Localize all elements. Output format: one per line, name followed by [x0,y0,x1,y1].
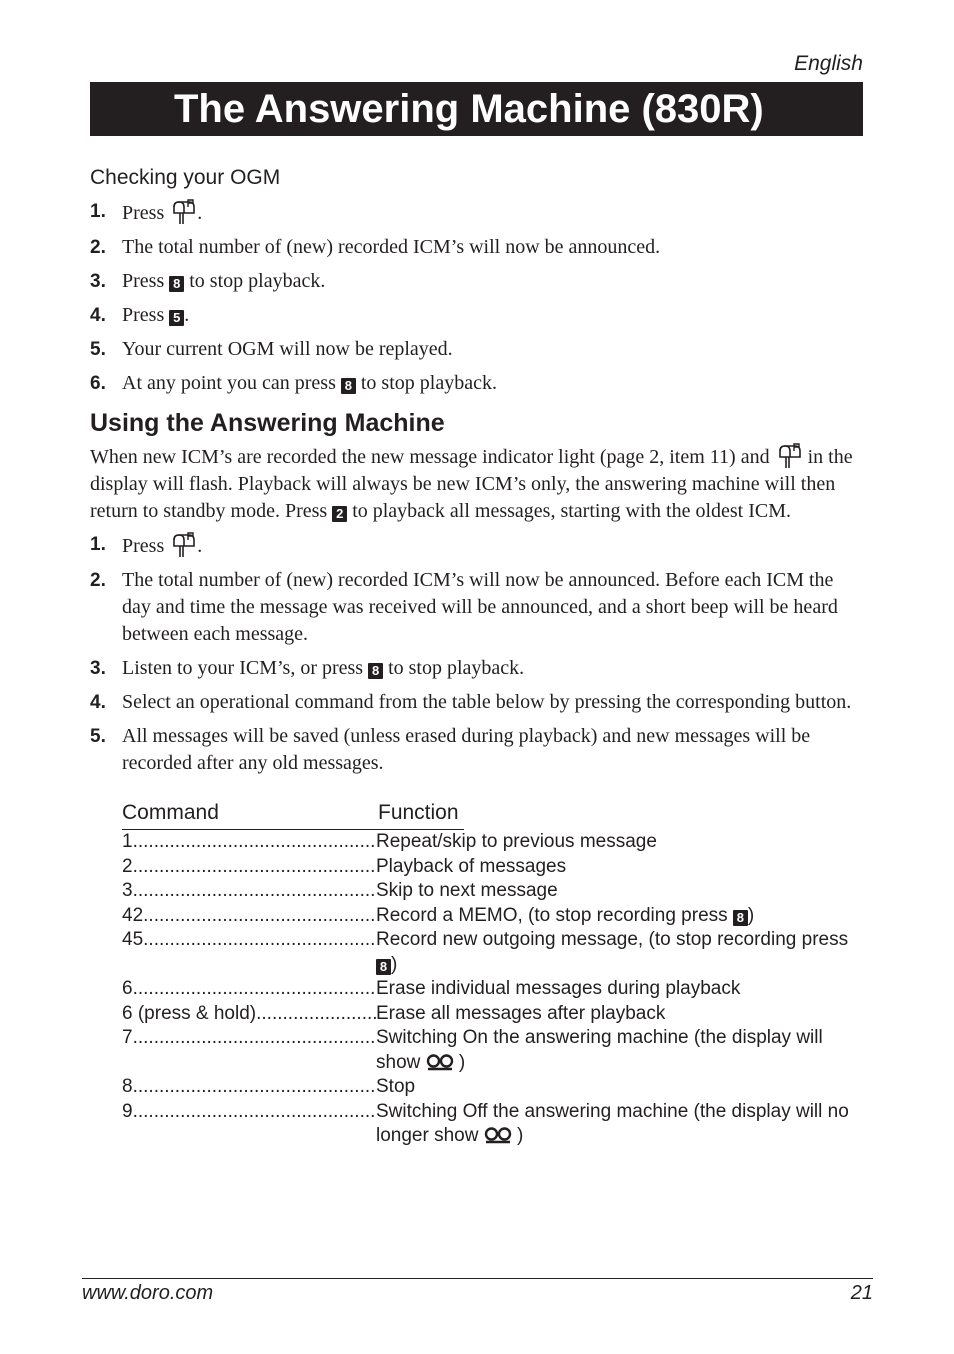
answering-machine-icon [484,1125,512,1145]
command-text: 9 [122,1100,133,1122]
step-number: 5. [90,339,106,360]
step-text-end: to stop playback. [388,657,525,679]
list-item [90,567,863,648]
intro-text: to playback all messages, starting with the oldest ICM. [352,500,791,522]
dot-leader [133,830,376,855]
command-text: 2 [122,855,133,877]
language-label: English [794,52,863,75]
function-text-end: ) [458,1051,466,1073]
step-number: 4. [90,305,106,326]
command-cell [122,879,376,904]
table-row [122,1100,863,1149]
command-cell [122,904,376,929]
key-2-icon: 2 [332,506,347,522]
section-heading-checking-ogm: Checking your OGM [90,166,281,189]
page-number: 21 [850,1282,873,1304]
ogm-steps-list [90,198,863,397]
table-row [122,1002,863,1027]
step-number: 3. [90,658,106,679]
using-steps-list [90,531,863,777]
page-title: The Answering Machine (830R) [174,87,764,131]
function-text: Skip to next message [376,880,558,901]
function-cell [376,1075,863,1100]
dot-leader [133,1100,376,1149]
step-text: All messages will be saved (unless erased during playback) and new messages will be recorded after any old messages. [122,725,811,774]
step-number: 4. [90,692,106,713]
command-text: 6 (press & hold) [122,1002,257,1024]
function-text-end: ) [747,904,755,926]
function-cell [376,904,863,929]
function-text: Record a MEMO, (to stop recording press [376,904,728,926]
footer-url: www.doro.com [82,1282,214,1304]
step-text: Your current OGM will now be replayed. [122,338,453,360]
mailbox-icon [775,442,803,470]
step-text-end: to stop playback. [360,372,497,394]
command-cell [122,830,376,855]
step-number: 3. [90,271,106,292]
step-text: Press [122,304,165,326]
function-text-end: ) [517,1125,524,1146]
dot-leader [133,1075,376,1100]
step-text: Press [122,535,165,557]
list-item [90,531,863,560]
step-text: Press [122,202,165,224]
command-text: 8 [122,1076,133,1097]
command-cell [122,855,376,880]
list-item [90,302,863,329]
dot-leader [143,904,376,929]
step-text-end: . [197,535,203,557]
function-cell [376,879,863,904]
list-item [90,268,863,295]
step-text-end: . [197,202,203,224]
step-text: Press [122,270,165,292]
function-cell [376,1002,863,1027]
function-cell [376,977,863,1002]
list-item [90,234,863,261]
table-row [122,855,863,880]
command-cell [122,1100,376,1149]
command-text: 7 [122,1027,133,1048]
step-number: 5. [90,726,106,747]
table-header [122,801,464,830]
dot-leader [133,879,376,904]
command-table [122,801,863,1149]
key-5-icon: 5 [169,310,184,326]
function-text: Erase individual messages during playback [376,978,741,999]
command-cell [122,1026,376,1075]
function-text: Playback of messages [376,855,567,877]
step-text: Select an operational command from the table below by pressing the corresponding button. [122,691,852,713]
step-text-end: to stop playback. [189,270,326,292]
list-item [90,723,863,777]
step-number: 1. [90,534,106,555]
key-8-icon: 8 [368,663,383,679]
dot-leader [133,977,376,1002]
function-cell [376,855,863,880]
key-8-icon: 8 [376,959,391,975]
column-header-function: Function [378,801,459,824]
function-cell [376,1100,863,1149]
step-text: Listen to your ICM’s, or press [122,657,364,679]
table-row [122,928,863,977]
command-cell [122,1075,376,1100]
intro-paragraph [90,442,863,525]
command-text: 3 [122,880,133,901]
function-text: Stop [376,1076,416,1097]
table-row [122,1075,863,1100]
function-cell [376,830,863,855]
key-8-icon: 8 [341,378,356,394]
step-text: The total number of (new) recorded ICM’s will now be announced. [122,236,661,258]
title-banner [90,82,863,136]
function-text: Switching On the answering machine (the display will show [376,1027,823,1073]
key-8-icon: 8 [169,276,184,292]
function-text: Switching Off the answering machine (the display will no longer show [376,1100,849,1146]
table-row [122,830,863,855]
intro-text: in the display will flash. Playback will always be new ICM’s only, the answering machine will then return to standby mode. Press [90,446,853,522]
step-number: 2. [90,237,106,258]
mailbox-icon [169,531,197,559]
step-number: 6. [90,373,106,394]
function-text: Erase all messages after playback [376,1002,666,1024]
command-text: 1 [122,831,133,852]
list-item [90,336,863,363]
command-cell [122,977,376,1002]
step-number: 2. [90,570,106,591]
dot-leader [143,928,376,977]
table-row [122,904,863,929]
step-text: At any point you can press [122,372,336,394]
page-footer [82,1278,873,1304]
function-text-end: ) [391,953,398,975]
command-text: 6 [122,978,133,999]
intro-text: When new ICM’s are recorded the new message indicator light (page 2, item 11) and [90,446,770,468]
step-text-end: . [184,304,190,326]
command-cell [122,1002,376,1027]
function-text: Repeat/skip to previous message [376,831,657,852]
dot-leader [256,1002,376,1027]
function-cell [376,928,863,977]
section-heading-using-machine: Using the Answering Machine [90,409,445,437]
answering-machine-icon [426,1052,454,1072]
list-item [90,655,863,682]
table-row [122,879,863,904]
key-8-icon: 8 [733,910,748,926]
command-text: 45 [122,929,144,950]
step-number: 1. [90,201,106,222]
function-cell [376,1026,863,1075]
step-text: The total number of (new) recorded ICM’s will now be announced. Before each ICM the day and time the message was received will be announced, and a short beep will be heard between each message. [122,569,838,645]
list-item [90,370,863,397]
command-cell [122,928,376,977]
dot-leader [133,1026,376,1075]
mailbox-icon [169,198,197,226]
column-header-command: Command [122,801,219,824]
list-item [90,198,863,227]
table-row [122,1026,863,1075]
function-text: Record new outgoing message, (to stop recording press [376,929,849,950]
table-body [122,830,863,1149]
page-content [90,164,863,1149]
command-text: 42 [122,904,144,926]
dot-leader [133,855,376,880]
table-row [122,977,863,1002]
list-item [90,689,863,716]
